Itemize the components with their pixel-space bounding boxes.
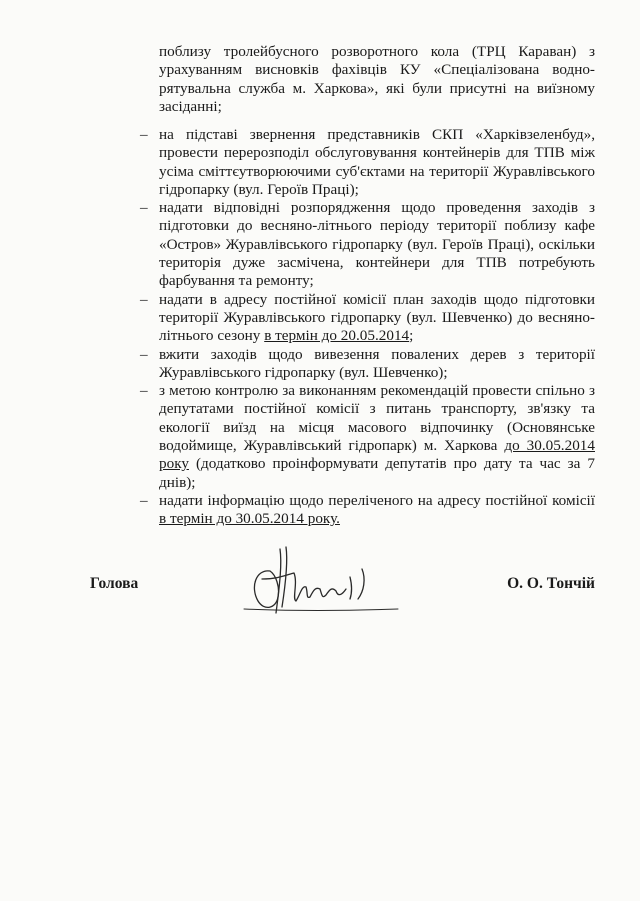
item-text: надати інформацію щодо переліченого на адресу постійної комісії [159, 491, 595, 509]
item-text: вжити заходів щодо вивезення повалених дерев з території Журавлівського гідропарку (вул. Шевченко); [159, 345, 595, 381]
list-dash: – [140, 345, 148, 363]
list-item [140, 492, 595, 529]
item-text: на підставі звернення представників СКП «Харківзеленбуд», провести перерозподіл обслуговування контейнерів для ТПВ між усіма сміттєутворюючими суб'єктами на території Журавлівського гідропарку (вул. Героїв Праці); [159, 126, 595, 198]
continuation-paragraph: поблизу тролейбусного розворотного кола (ТРЦ Караван) з урахуванням висновків фахівців КУ «Спеціалізована водно-рятувальна служба м. Харкова», які були присутні на виїзному засіданні; [159, 43, 595, 115]
signature-stroke [358, 569, 364, 599]
signature-stroke [282, 547, 287, 607]
list-item [140, 346, 595, 383]
item-text: надати в адресу постійної комісії план заходів щодо підготовки території Журавлівського гідропарку (вул. Шевченко) до весняно-літнього сезону [159, 290, 595, 345]
list-item [140, 291, 595, 346]
list-dash: – [140, 199, 148, 217]
list-dash: – [140, 491, 148, 509]
signature-stroke [350, 577, 352, 599]
signature-stroke [254, 571, 278, 608]
signer-title: Голова [90, 575, 139, 592]
handwritten-signature [222, 543, 402, 623]
list-item [140, 199, 595, 290]
item-text: з метою контролю за виконанням рекомендацій провести спільно з депутатами постійної комісії з питань транспорту, зв'язку та екології виїзд на місця масового відпочинку (Основянське водоймище, Журавлівський гідропарк) м. Харкова [159, 382, 595, 455]
list-dash: – [140, 126, 148, 143]
signer-name: О. О. Тончій [507, 575, 595, 592]
item-text-after: ; [409, 327, 414, 345]
list-dash: – [140, 382, 148, 400]
item-deadline: до 30.05.2014 року [159, 437, 595, 473]
item-deadline: в термін до 30.05.2014 року. [159, 510, 340, 528]
list-item [140, 126, 595, 199]
item-text-after: (додатково проінформувати депутатів про дату та час за 7 днів); [159, 455, 595, 491]
signature-underline [244, 609, 398, 611]
list-dash: – [140, 290, 148, 308]
item-deadline: в термін до 20.05.2014 [264, 327, 410, 345]
list-item [140, 382, 595, 492]
item-text: надати відповідні розпорядження щодо проведення заходів з підготовки до весняно-літнього періоду території поблизу кафе «Остров» Журавлівського гідропарку (вул. Героїв Праці), оскільки територія дуже засмічена, контейнери для ТПВ потребують фарбування та ремонту; [159, 199, 595, 290]
recommendation-list [140, 126, 595, 529]
